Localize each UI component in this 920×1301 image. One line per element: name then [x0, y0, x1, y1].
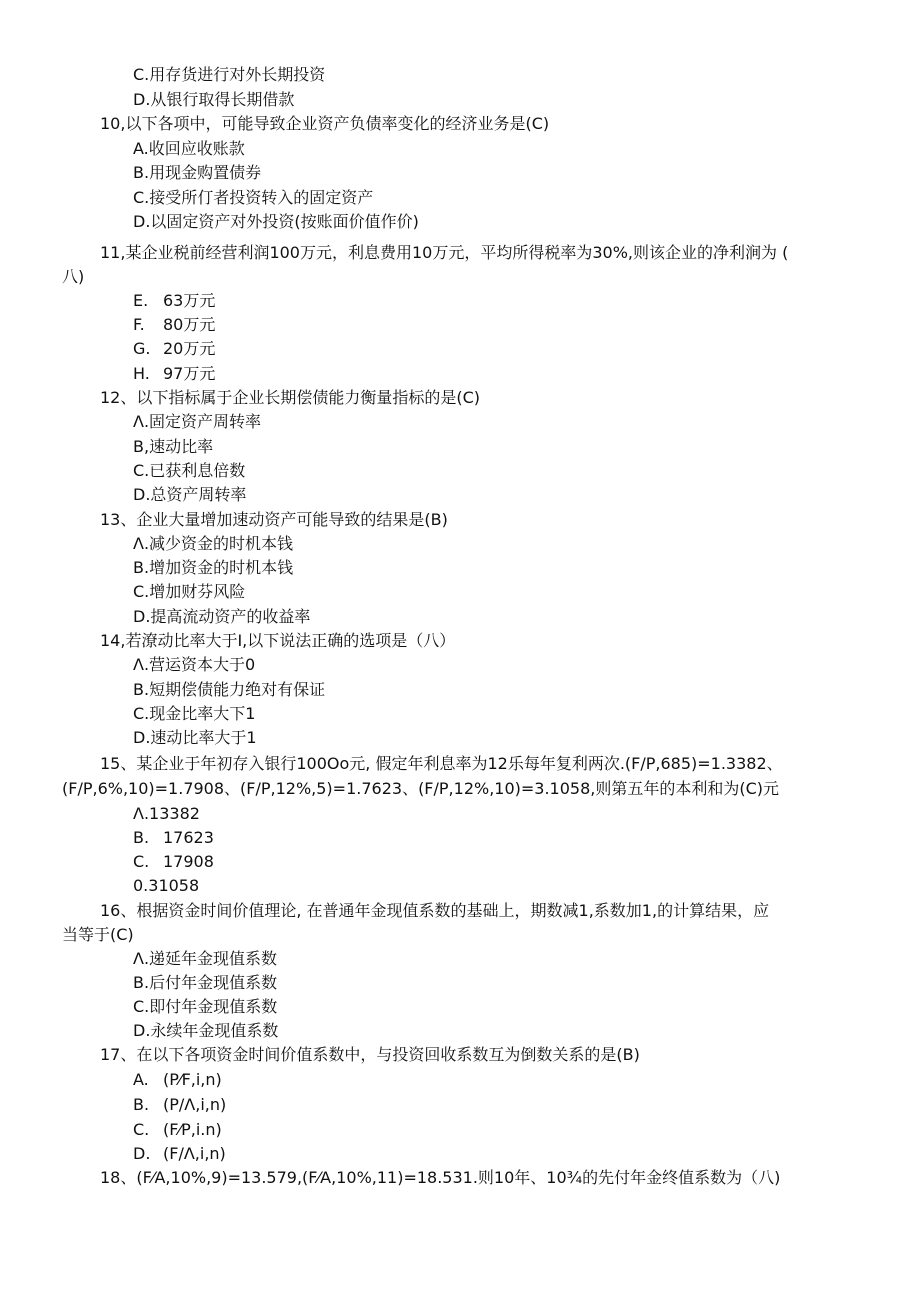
answer-option: B.后付年金现值系数	[133, 973, 278, 992]
question-text: 10,以下各项中，可能导致企业资产负债率变化的经济业务是(C)	[100, 114, 550, 133]
answer-option: C.增加财芬风险	[133, 582, 246, 601]
answer-option: B.增加资金的时机本钱	[133, 558, 294, 577]
option-text: (P⁄F,i,n)	[163, 1070, 222, 1089]
option-text: (F/Λ,i,n)	[163, 1144, 226, 1163]
option-letter: B.	[133, 828, 150, 847]
answer-option: Λ.减少资金的时机本钱	[133, 534, 294, 553]
option-letter: B.	[133, 1095, 150, 1114]
answer-option: C.用存货进行对外长期投资	[133, 65, 326, 84]
answer-option: D.以固定资产对外投资(按账面价值作价)	[133, 212, 419, 231]
option-text: 97万元	[163, 364, 216, 383]
answer-option: Λ.营运资本大于0	[133, 655, 256, 674]
question-text-continued: 当等于(C)	[62, 925, 134, 944]
answer-option	[133, 1143, 226, 1165]
answer-option: 0.31058	[133, 876, 200, 895]
question-text: 12、以下指标属于企业长期偿债能力衡量指标的是(C)	[100, 388, 481, 407]
answer-option: D.从银行取得长期借款	[133, 90, 295, 109]
question-text: 16、根据资金时间价值理论, 在普通年金现值系数的基础上，期数减1,系数加1,的计算结果，应	[100, 901, 770, 920]
answer-option	[133, 338, 215, 360]
answer-option	[133, 314, 215, 336]
answer-option	[133, 1094, 226, 1116]
answer-option	[133, 1119, 222, 1141]
option-text: 80万元	[163, 315, 216, 334]
answer-option: C.现金比率大下1	[133, 704, 256, 723]
option-text: 17623	[163, 828, 214, 847]
answer-option: C.已获利息倍数	[133, 461, 246, 480]
question-text: 17、在以下各项资金时间价值系数中，与投资回收系数互为倒数关系的是(B)	[100, 1045, 640, 1064]
answer-option: D.总资产周转率	[133, 485, 247, 504]
answer-option: C.接受所仃者投资转入的固定资产	[133, 188, 374, 207]
option-text: 20万元	[163, 339, 216, 358]
option-letter: G.	[133, 339, 151, 358]
answer-option: D.速动比率大于1	[133, 728, 257, 747]
option-letter: F.	[133, 315, 145, 334]
option-text: 63万元	[163, 291, 216, 310]
answer-option: C.即付年金现值系数	[133, 997, 278, 1016]
option-letter: A.	[133, 1070, 149, 1089]
option-text: (F⁄P,i.n)	[163, 1120, 222, 1139]
option-letter: D.	[133, 1144, 151, 1163]
question-text: 11,某企业税前经营利润100万元，利息费用10万元，平均所得税率为30%,则该企业的净利涧为 (	[100, 243, 789, 262]
answer-option: B.短期偿债能力绝对有保证	[133, 680, 326, 699]
answer-option: B,速动比率	[133, 437, 214, 456]
question-text: 14,若潦动比率大于I,以下说法正确的选项是（八）	[100, 631, 456, 650]
answer-option: A.收回应收账款	[133, 139, 245, 158]
question-text: 13、企业大量增加速动资产可能导致的结果是(B)	[100, 510, 448, 529]
answer-option: Λ.13382	[133, 804, 200, 823]
option-letter: C.	[133, 852, 150, 871]
question-text-continued: 八)	[62, 267, 85, 286]
answer-option	[133, 827, 214, 849]
answer-option	[133, 363, 215, 385]
answer-option	[133, 1069, 222, 1091]
question-text: 18、(F⁄A,10%,9)=13.579,(F⁄A,10%,11)=18.531.则10年、10¾的先付年金终值系数为（八)	[100, 1168, 781, 1187]
question-text: 15、某企业于年初存入银行100Oo元, 假定年利息率为12乐每年复利两次.(F/P,685)=1.3382、	[100, 754, 783, 773]
answer-option: D.提高流动资产的收益率	[133, 607, 311, 626]
option-letter: C.	[133, 1120, 150, 1139]
option-text: (P/Λ,i,n)	[163, 1095, 227, 1114]
question-text-continued: (F/P,6%,10)=1.7908、(F/P,12%,5)=1.7623、(F/P,12%,10)=3.1058,则第五年的本利和为(C)元	[62, 779, 780, 798]
answer-option: Λ.固定资产周转率	[133, 412, 262, 431]
answer-option	[133, 290, 215, 312]
option-text: 17908	[163, 852, 214, 871]
answer-option: B.用现金购置债券	[133, 163, 262, 182]
option-letter: H.	[133, 364, 150, 383]
answer-option: Λ.递延年金现值系数	[133, 949, 278, 968]
option-letter: E.	[133, 291, 149, 310]
answer-option	[133, 851, 214, 873]
answer-option: D.永续年金现值系数	[133, 1021, 279, 1040]
